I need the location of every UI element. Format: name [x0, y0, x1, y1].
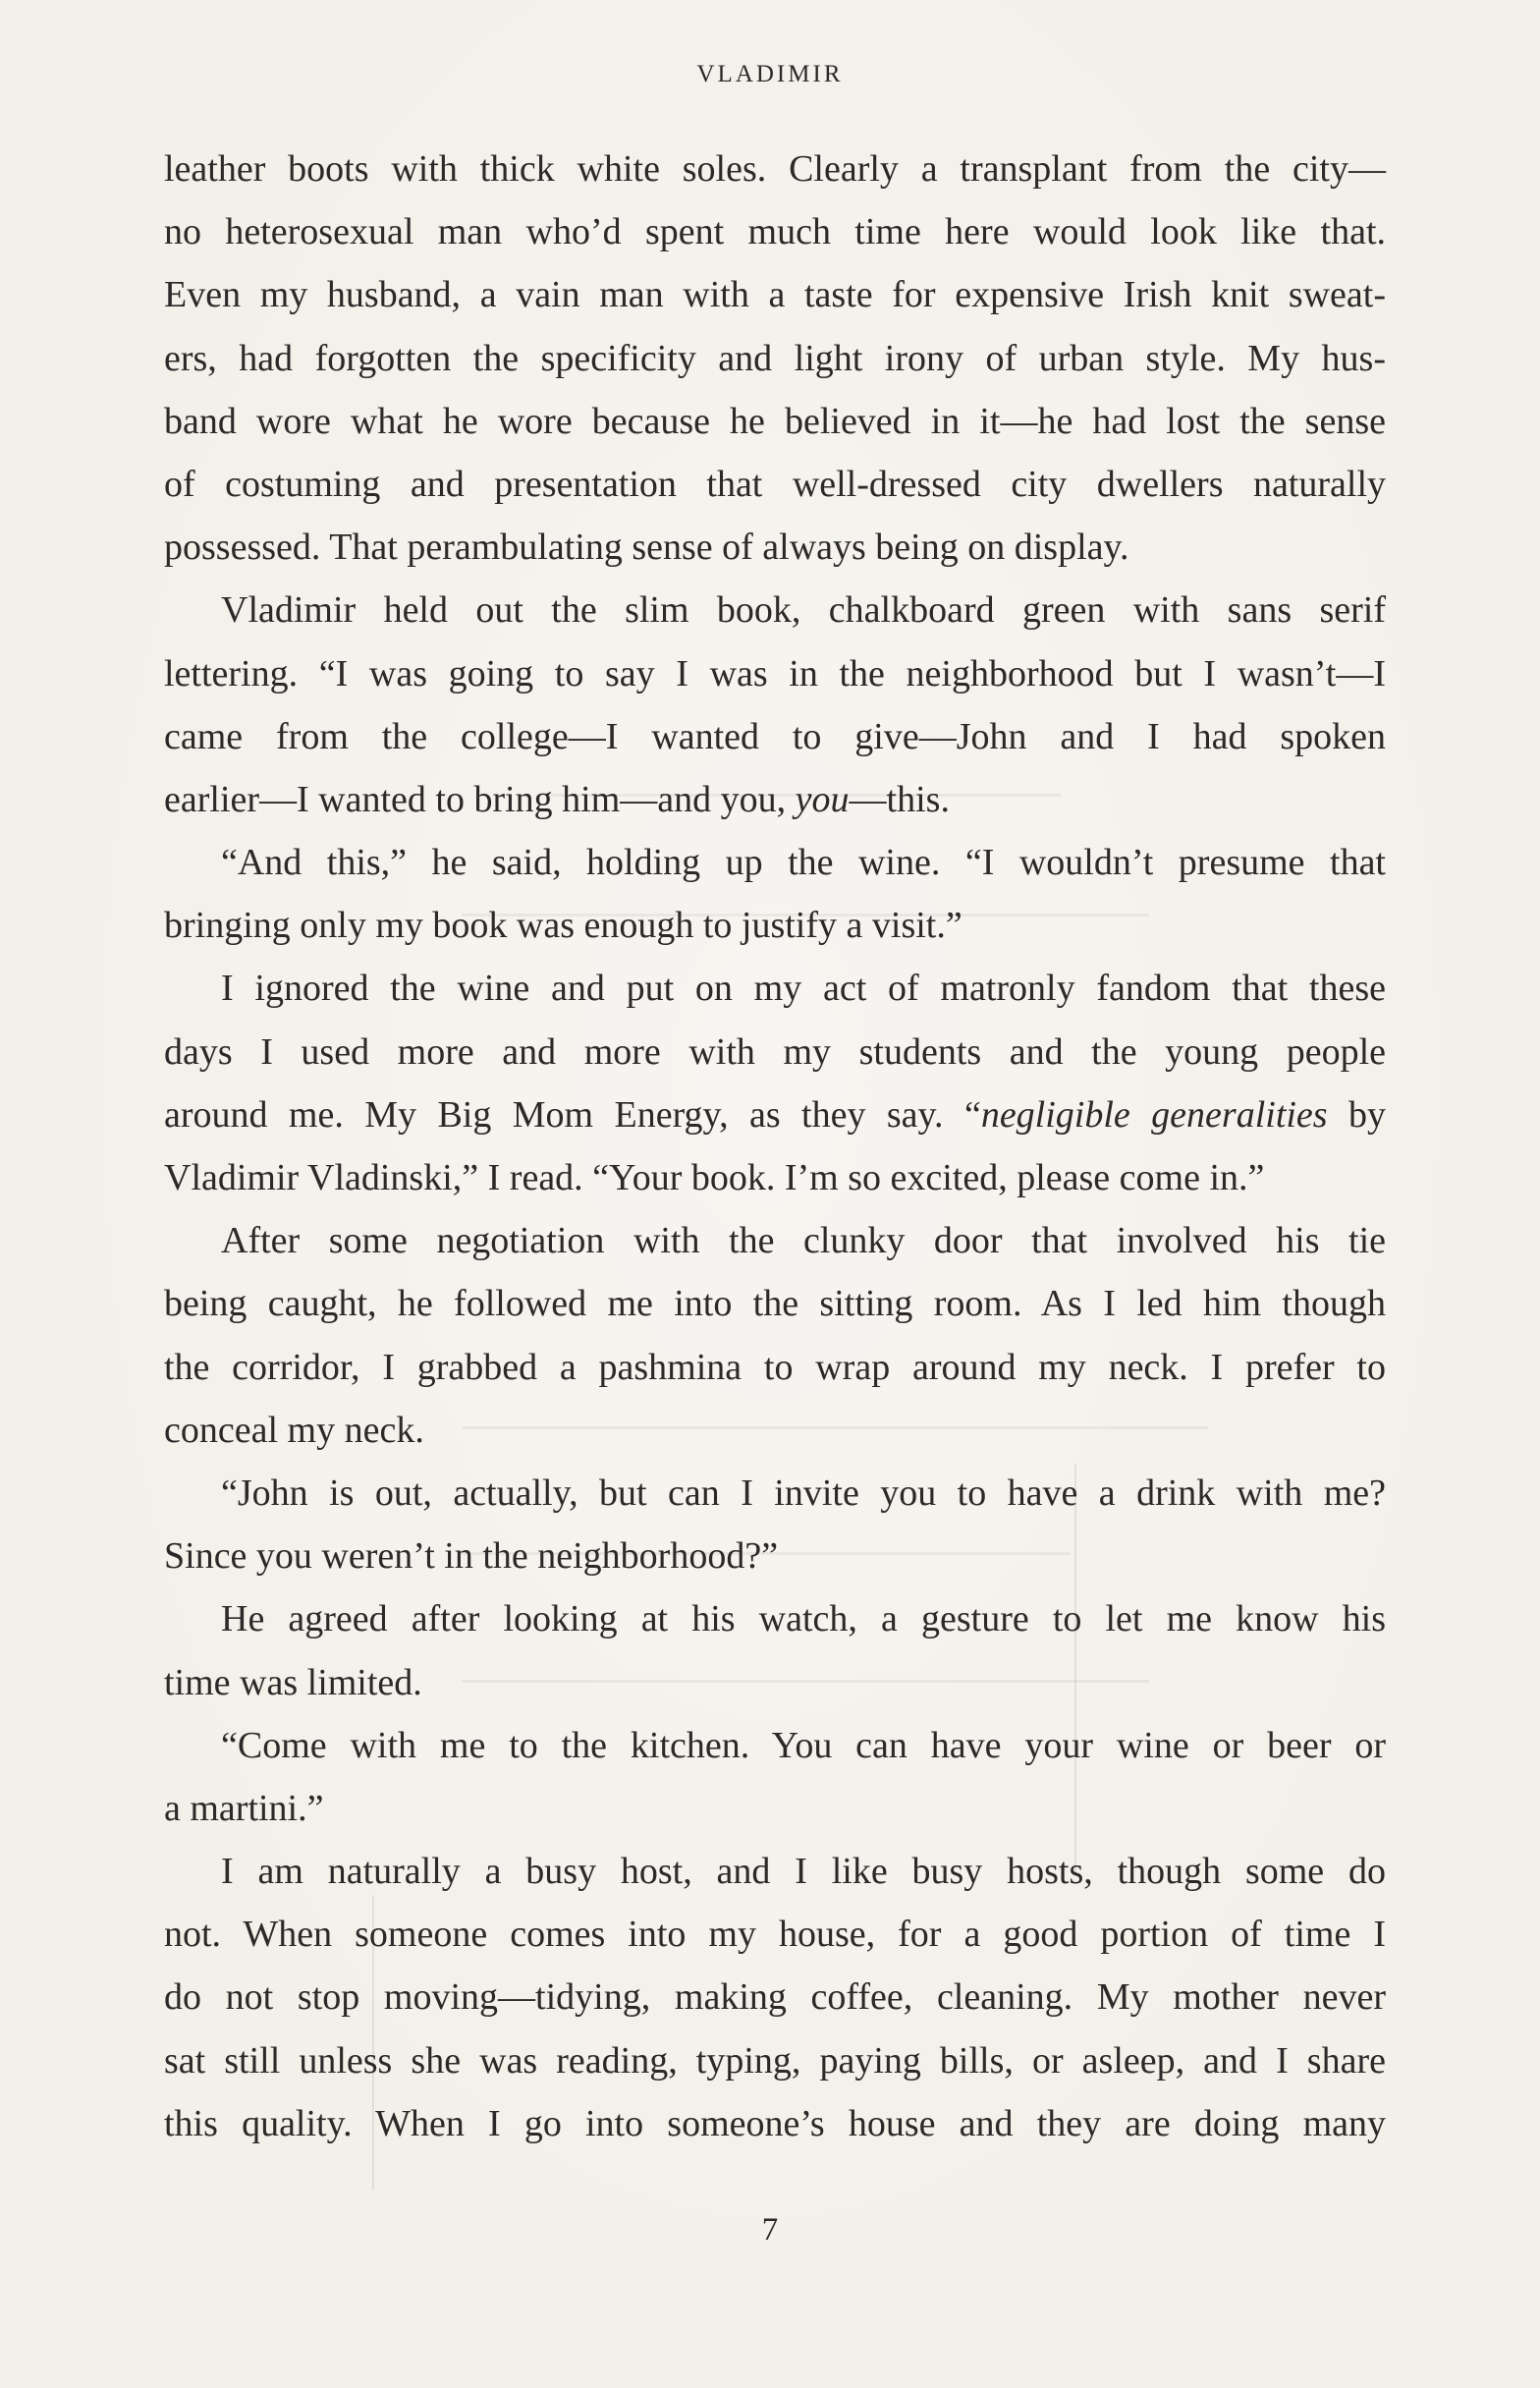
- text-line: days I used more and more with my students and the young people: [164, 1030, 1386, 1073]
- text-line: He agreed after looking at his watch, a gesture to let me know his: [221, 1598, 1386, 1640]
- text-segment: earlier—I wanted to bring him—and you,: [164, 778, 796, 820]
- text-line: sat still unless she was reading, typing, paying bills, or asleep, and I share: [164, 2039, 1386, 2082]
- text-line: Vladimir Vladinski,” I read. “Your book. I’m so excited, please come in.”: [164, 1157, 1265, 1198]
- text-line: I am naturally a busy host, and I like busy hosts, though some do: [221, 1851, 1386, 1893]
- text-line: leather boots with thick white soles. Clearly a transplant from the city—: [164, 148, 1386, 190]
- text-line: the corridor, I grabbed a pashmina to wrap around my neck. I prefer to: [164, 1346, 1386, 1388]
- text-line: band wore what he wore because he believed in it—he had lost the sense: [164, 400, 1386, 442]
- text-line: this quality. When I go into someone’s house and they are doing many: [164, 2102, 1386, 2144]
- text-line: possessed. That perambulating sense of always being on display.: [164, 527, 1129, 569]
- text-line: “Come with me to the kitchen. You can have your wine or beer or: [221, 1724, 1386, 1766]
- text-line: conceal my neck.: [164, 1409, 424, 1451]
- italic-text: you: [795, 778, 850, 820]
- text-line: “And this,” he said, holding up the wine. “I wouldn’t presume that: [221, 842, 1386, 884]
- text-line: [164, 1083, 1386, 1146]
- text-line: lettering. “I was going to say I was in the neighborhood but I wasn’t—I: [164, 652, 1386, 694]
- text-line: do not stop moving—tidying, making coffee, cleaning. My mother never: [164, 1976, 1386, 2019]
- text-line: Vladimir held out the slim book, chalkboard green with sans serif: [221, 589, 1386, 632]
- italic-text: negligible generalities: [980, 1093, 1328, 1136]
- text-line: I ignored the wine and put on my act of matronly fandom that these: [221, 968, 1386, 1010]
- text-line: being caught, he followed me into the sitting room. As I led him though: [164, 1283, 1386, 1325]
- text-segment: —this.: [849, 778, 950, 820]
- text-line: “John is out, actually, but can I invite you to have a drink with me?: [221, 1472, 1386, 1514]
- text-line: no heterosexual man who’d spent much time here would look like that.: [164, 211, 1386, 253]
- page-number: 7: [761, 2212, 779, 2248]
- text-line: Since you weren’t in the neighborhood?”: [164, 1535, 779, 1578]
- text-line: time was limited.: [164, 1661, 422, 1703]
- text-segment: by: [1327, 1093, 1386, 1136]
- text-line: came from the college—I wanted to give—John and I had spoken: [164, 715, 1386, 757]
- text-line: a martini.”: [164, 1787, 324, 1829]
- text-line: After some negotiation with the clunky door that involved his tie: [221, 1220, 1386, 1262]
- text-line: not. When someone comes into my house, for a good portion of time I: [164, 1914, 1386, 1956]
- text-line: of costuming and presentation that well-dressed city dwellers naturally: [164, 463, 1386, 505]
- text-segment: around me. My Big Mom Energy, as they say. “: [164, 1093, 981, 1136]
- text-line: ers, had forgotten the specificity and light irony of urban style. My hus-: [164, 337, 1386, 379]
- text-line: bringing only my book was enough to justify a visit.”: [164, 905, 962, 947]
- body-text: [164, 138, 1386, 2155]
- text-line: Even my husband, a vain man with a taste for expensive Irish knit sweat-: [164, 274, 1386, 316]
- text-line: [164, 768, 1386, 831]
- running-head: VLADIMIR: [696, 61, 844, 87]
